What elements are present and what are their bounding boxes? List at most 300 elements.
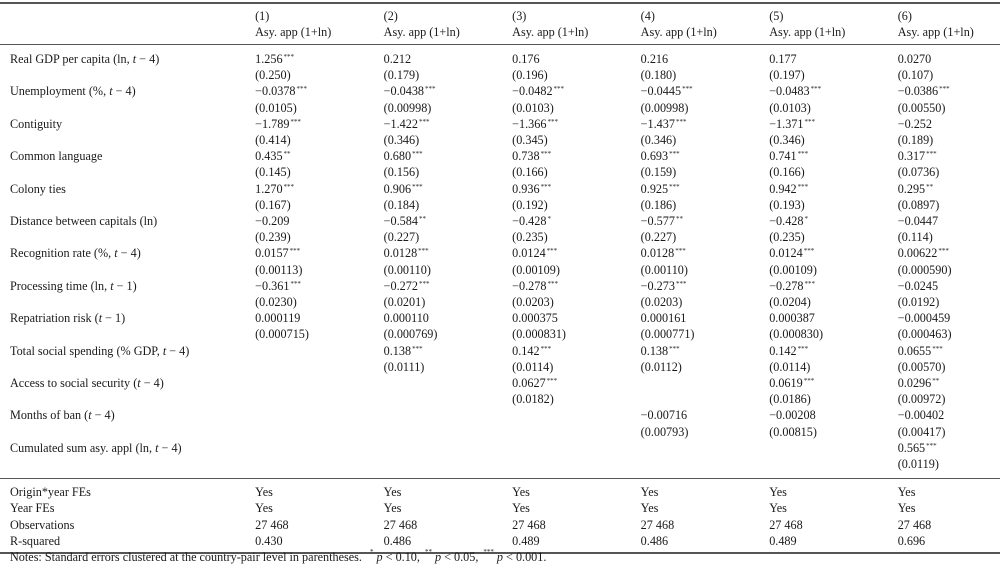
coefficient-value: −0.0447 [897,214,939,229]
variable-label: Cumulated sum asy. appl (ln, t − 4) [10,440,182,455]
coefficients-body [0,45,1000,479]
standard-error-cell: (0.180) [640,68,677,83]
standard-error-cell: (0.000830) [769,327,824,342]
coefficient-value: −0.0445 [640,84,682,99]
stats-value: 27 468 [255,517,289,532]
label-blank [0,326,255,342]
header-blank [0,3,255,24]
stats-label: R-squared [10,533,61,548]
standard-error-cell: (0.000463) [897,327,952,342]
coefficient-cell [769,440,898,456]
coefficient-cell [384,407,513,423]
coefficient-value: −0.272 [383,278,418,293]
label-blank [0,67,255,83]
table-row-se [0,391,1000,407]
coefficient-value: 0.0128 [383,246,418,261]
significance-stars: *** [540,182,552,191]
label-blank [0,164,255,180]
label-blank [0,100,255,116]
label-blank [0,262,255,278]
coefficient-cell [769,116,898,132]
col-num-3: (3) [512,9,527,23]
coefficient-cell [898,116,1000,132]
significance-stars: *** [682,85,693,94]
coefficient-value: −0.428 [769,214,804,229]
col-num-5: (5) [769,9,784,23]
standard-error-cell: (0.00570) [897,359,946,374]
significance-stars: *** [425,85,436,94]
stats-label: Year FEs [10,501,55,516]
coefficient-cell [641,45,770,68]
standard-error-cell [641,391,770,407]
coefficient-cell [255,116,384,132]
coefficient-cell [641,343,770,359]
significance-stars: ** [418,215,426,224]
coefficient-cell [641,440,770,456]
significance-stars: *** [418,279,430,288]
significance-stars: *** [412,182,423,191]
coefficient-cell [512,407,641,423]
standard-error-cell: (0.00793) [640,424,689,439]
coefficient-cell [898,213,1000,229]
coefficient-cell [641,213,770,229]
table-row-se [0,132,1000,148]
coefficient-value: −1.789 [255,116,290,131]
coefficient-value: −0.000459 [897,311,951,326]
coefficient-value: −1.422 [383,116,418,131]
coefficient-value: −0.584 [383,214,418,229]
stats-value: Yes [640,501,659,516]
coefficient-cell [384,45,513,68]
standard-error-cell: (0.192) [512,197,548,212]
standard-error-cell: (0.227) [383,230,420,245]
variable-label: Contiguity [10,116,63,131]
standard-error-cell: (0.227) [640,230,677,245]
table-row-se [0,262,1000,278]
standard-error-cell: (0.346) [383,133,420,148]
standard-error-cell: (0.0114) [512,359,554,374]
coefficient-cell [641,181,770,197]
standard-error-cell: (0.250) [255,68,291,83]
coefficient-value: −0.278 [512,278,547,293]
coefficient-cell [898,343,1000,359]
significance-stars: *** [810,85,822,94]
coefficient-value: 0.906 [383,181,412,196]
standard-error-cell: (0.0182) [512,392,554,407]
coefficient-value: −0.209 [255,214,290,229]
coefficient-cell [898,440,1000,456]
table-row [0,116,1000,132]
standard-error-cell: (0.0114) [769,359,811,374]
coefficient-cell [898,310,1000,326]
coefficient-value: 0.435 [255,149,283,164]
stats-row [0,479,1000,501]
stats-value: Yes [897,501,916,516]
coefficient-cell [512,343,641,359]
stats-value: 27 468 [383,517,418,532]
coefficient-value: 0.0128 [640,246,675,261]
significance-stars: ** [283,150,291,159]
table-row-se [0,229,1000,245]
col-num-1: (1) [255,9,270,23]
coefficient-value: 0.216 [640,52,669,66]
stats-value: 27 468 [512,517,546,532]
standard-error-cell: (0.193) [769,197,805,212]
coefficient-value: 0.0296 [897,376,932,391]
coefficient-cell [769,407,898,423]
col-dep-3: Asy. app (1+ln) [512,25,589,39]
label-blank [0,456,255,479]
coefficient-cell [898,148,1000,164]
coefficient-cell [769,245,898,261]
standard-error-cell: (0.346) [769,133,805,148]
standard-error-cell: (0.0103) [512,100,554,115]
header-blank [0,24,255,45]
standard-error-cell: (0.235) [769,230,805,245]
table-row [0,278,1000,294]
standard-error-cell [384,391,513,407]
coefficient-value: 0.936 [512,181,540,196]
coefficient-cell [898,278,1000,294]
coefficient-cell [384,213,513,229]
stats-value: 27 468 [640,517,675,532]
significance-legend [365,550,546,564]
coefficient-value: −1.437 [640,116,675,131]
stats-label: Observations [10,517,75,532]
stats-row [0,500,1000,516]
coefficient-cell [512,83,641,99]
variable-label: Unemployment (%, t − 4) [10,84,136,99]
significance-stars: *** [797,182,809,191]
standard-error-cell: (0.00110) [383,262,431,277]
coefficient-value: 0.680 [383,149,412,164]
coefficient-cell [641,148,770,164]
coefficient-value: 1.270 [255,181,283,196]
coefficient-value: −0.361 [255,278,290,293]
coefficient-cell [255,45,384,68]
coefficient-value: 0.000375 [512,311,558,326]
label-blank [0,294,255,310]
standard-error-cell [641,456,770,479]
table-row [0,181,1000,197]
significance-stars: ** [675,215,683,224]
significance-stars: *** [289,247,301,256]
standard-error-cell: (0.0201) [383,295,426,310]
coefficient-value: −0.0386 [897,84,939,99]
standard-error-cell [512,424,641,440]
coefficient-cell [769,148,898,164]
standard-error-cell [769,456,898,479]
coefficient-cell [384,375,513,391]
coefficient-cell [641,278,770,294]
coefficient-value: 0.0270 [897,52,932,66]
label-blank [0,197,255,213]
coefficient-cell [384,440,513,456]
significance-stars: ** [932,377,940,386]
coefficient-cell [384,245,513,261]
standard-error-cell: (0.166) [512,165,548,180]
stats-value: Yes [255,501,273,516]
coefficient-value: 0.177 [769,52,797,66]
variable-label: Access to social security (t − 4) [10,376,164,391]
coefficient-value: 0.0619 [769,376,803,391]
label-blank [0,424,255,440]
significance-stars: *** [804,117,815,126]
standard-error-cell: (0.0192) [897,295,940,310]
table-row-se [0,326,1000,342]
standard-error-cell: (0.0736) [897,165,940,180]
coefficient-value: 0.142 [769,343,797,358]
variable-label: Distance between capitals (ln) [10,214,158,229]
significance-stars: *** [803,247,815,256]
coefficient-cell [255,213,384,229]
standard-error-cell: (0.235) [512,230,548,245]
significance-stars: *** [546,247,558,256]
standard-error-cell: (0.145) [255,165,291,180]
standard-error-cell [512,456,641,479]
table-row-se [0,67,1000,83]
coefficient-cell [641,83,770,99]
coefficient-cell [641,375,770,391]
stats-value: 27 468 [897,517,932,532]
significance-level [482,550,546,564]
col-dep-2: Asy. app (1+ln) [383,25,460,39]
coefficient-value: −0.278 [769,278,804,293]
standard-error-cell: (0.00113) [255,262,303,277]
standard-error-cell [255,391,384,407]
significance-stars: *** [675,117,687,126]
standard-error-cell: (0.00109) [512,262,560,277]
coefficient-cell [512,116,641,132]
table-row-se [0,197,1000,213]
standard-error-cell [384,456,513,479]
significance-level [424,550,478,564]
table-row-se [0,424,1000,440]
coefficient-cell [512,213,641,229]
significance-threshold: p < 0.10, [376,550,420,564]
coefficient-cell [769,375,898,391]
label-blank [0,229,255,245]
stats-value: 0.489 [769,533,797,548]
standard-error-cell: (0.000769) [383,327,438,342]
significance-level [369,550,420,564]
stats-value: Yes [255,485,273,500]
table-row-se [0,294,1000,310]
coefficient-cell [641,116,770,132]
label-blank [0,132,255,148]
stats-value: Yes [512,501,530,516]
coefficient-cell [512,181,641,197]
table-row [0,245,1000,261]
coefficient-cell [898,245,1000,261]
coefficient-cell [384,83,513,99]
stats-label: Origin*year FEs [10,485,91,500]
coefficient-value: 0.693 [640,149,669,164]
stats-value: 0.489 [512,533,540,548]
coefficient-cell [898,375,1000,391]
standard-error-cell: (0.346) [640,133,677,148]
stats-value: 0.486 [640,533,669,548]
coefficient-cell [769,213,898,229]
stats-value: Yes [512,485,530,500]
standard-error-cell: (0.239) [255,230,291,245]
significance-threshold: p < 0.05, [434,550,479,564]
standard-error-cell [255,424,384,440]
table-row-se [0,456,1000,479]
coefficient-cell [512,375,641,391]
coefficient-value: −0.0483 [769,84,810,99]
stats-value: Yes [640,485,659,500]
stats-value: Yes [383,485,402,500]
coefficient-value: −0.0245 [897,278,939,293]
coefficient-value: 1.256 [255,52,283,66]
coefficient-value: 0.317 [897,149,926,164]
coefficient-cell [641,310,770,326]
coefficient-cell [255,375,384,391]
table-header [0,3,1000,45]
column-number-row [0,3,1000,24]
coefficient-cell [512,45,641,68]
coefficient-value: −1.371 [769,116,804,131]
standard-error-cell: (0.00998) [640,100,689,115]
coefficient-value: 0.142 [512,343,540,358]
significance-threshold: p < 0.001. [496,550,547,564]
coefficient-value: 0.00622 [897,246,938,261]
significance-stars: *** [283,53,295,61]
coefficient-cell [641,245,770,261]
significance-stars: *** [938,247,949,256]
coefficient-cell [384,343,513,359]
coefficient-value: 0.942 [769,181,797,196]
variable-label: Total social spending (% GDP, t − 4) [10,343,190,358]
standard-error-cell: (0.0203) [640,295,683,310]
coefficient-value: −0.0378 [255,84,296,99]
coefficient-cell [769,45,898,68]
coefficient-value: 0.0124 [512,246,546,261]
variable-label: Months of ban (t − 4) [10,408,115,423]
stats-value: Yes [383,501,402,516]
stats-row [0,517,1000,533]
significance-stars: * [547,215,551,224]
coefficient-cell [512,245,641,261]
coefficient-value: −0.00402 [897,408,945,423]
coefficient-value: −0.0482 [512,84,553,99]
standard-error-cell: (0.00550) [897,100,946,115]
coefficient-value: 0.000387 [769,311,815,326]
col-num-6: (6) [897,9,912,23]
significance-stars: ** [926,182,934,191]
significance-stars: *** [669,150,680,159]
significance-stars: *** [669,182,680,191]
coefficient-value: 0.176 [512,52,540,66]
significance-stars: *** [926,441,937,450]
stats-value: 27 468 [769,517,803,532]
significance-stars: *** [803,377,815,386]
standard-error-cell: (0.000590) [897,262,952,277]
standard-error-cell: (0.197) [769,68,805,83]
col-dep-1: Asy. app (1+ln) [255,25,332,39]
standard-error-cell: (0.00972) [897,392,946,407]
standard-error-cell: (0.0186) [769,392,811,407]
variable-label: Colony ties [10,181,66,196]
significance-stars: *** [412,150,423,159]
standard-error-cell: (0.414) [255,133,291,148]
table-row-se [0,359,1000,375]
standard-error-cell: (0.0111) [383,359,425,374]
coefficient-value: 0.212 [383,52,412,66]
significance-stars: *** [939,85,950,94]
standard-error-cell [255,359,384,375]
table-row-se [0,164,1000,180]
standard-error-cell: (0.0204) [769,295,811,310]
col-dep-5: Asy. app (1+ln) [769,25,846,39]
coefficient-value: −0.00208 [769,408,816,423]
significance-stars: *** [675,247,686,256]
standard-error-cell: (0.000831) [512,327,566,342]
significance-stars: *** [412,344,423,353]
standard-error-cell: (0.000771) [640,327,695,342]
table-row [0,45,1000,68]
coefficient-value: 0.138 [640,343,669,358]
coefficient-cell [512,148,641,164]
coefficient-cell [384,181,513,197]
standard-error-cell: (0.184) [383,197,420,212]
label-blank [0,391,255,407]
coefficient-cell [898,45,1000,68]
coefficient-cell [255,181,384,197]
standard-error-cell: (0.00998) [383,100,432,115]
coefficient-value: 0.000119 [255,311,301,326]
significance-stars: *** [797,344,809,353]
coefficient-cell [384,278,513,294]
coefficient-cell [384,116,513,132]
coefficient-cell [255,278,384,294]
table-row [0,83,1000,99]
significance-stars: *** [540,150,552,159]
coefficient-value: 0.741 [769,149,797,164]
variable-label: Recognition rate (%, t − 4) [10,246,141,261]
significance-stars: *** [547,117,558,126]
significance-stars: *** [547,279,558,288]
significance-stars: *** [290,279,301,288]
stats-value: 0.430 [255,533,283,548]
label-blank [0,359,255,375]
significance-stars: *** [675,279,687,288]
standard-error-cell: (0.156) [383,165,420,180]
standard-error-cell [384,424,513,440]
coefficient-value: −0.577 [640,214,675,229]
standard-error-cell: (0.0119) [897,457,939,472]
stats-value: 0.696 [897,533,926,548]
coefficient-cell [255,245,384,261]
significance-stars: *** [296,85,308,94]
significance-stars: *** [418,117,430,126]
standard-error-cell: (0.00109) [769,262,817,277]
coefficient-cell [512,310,641,326]
coefficient-cell [769,343,898,359]
significance-stars: * [370,548,374,556]
table-row [0,440,1000,456]
standard-error-cell: (0.0105) [255,100,297,115]
coefficient-value: 0.565 [897,440,926,455]
notes-text: Notes: Standard errors clustered at the country-pair level in parentheses. [10,550,362,564]
statistics-body [0,479,1000,553]
coefficient-cell [769,310,898,326]
significance-stars: *** [669,344,680,353]
table-row-se [0,100,1000,116]
significance-stars: *** [418,247,429,256]
col-dep-6: Asy. app (1+ln) [897,25,974,39]
